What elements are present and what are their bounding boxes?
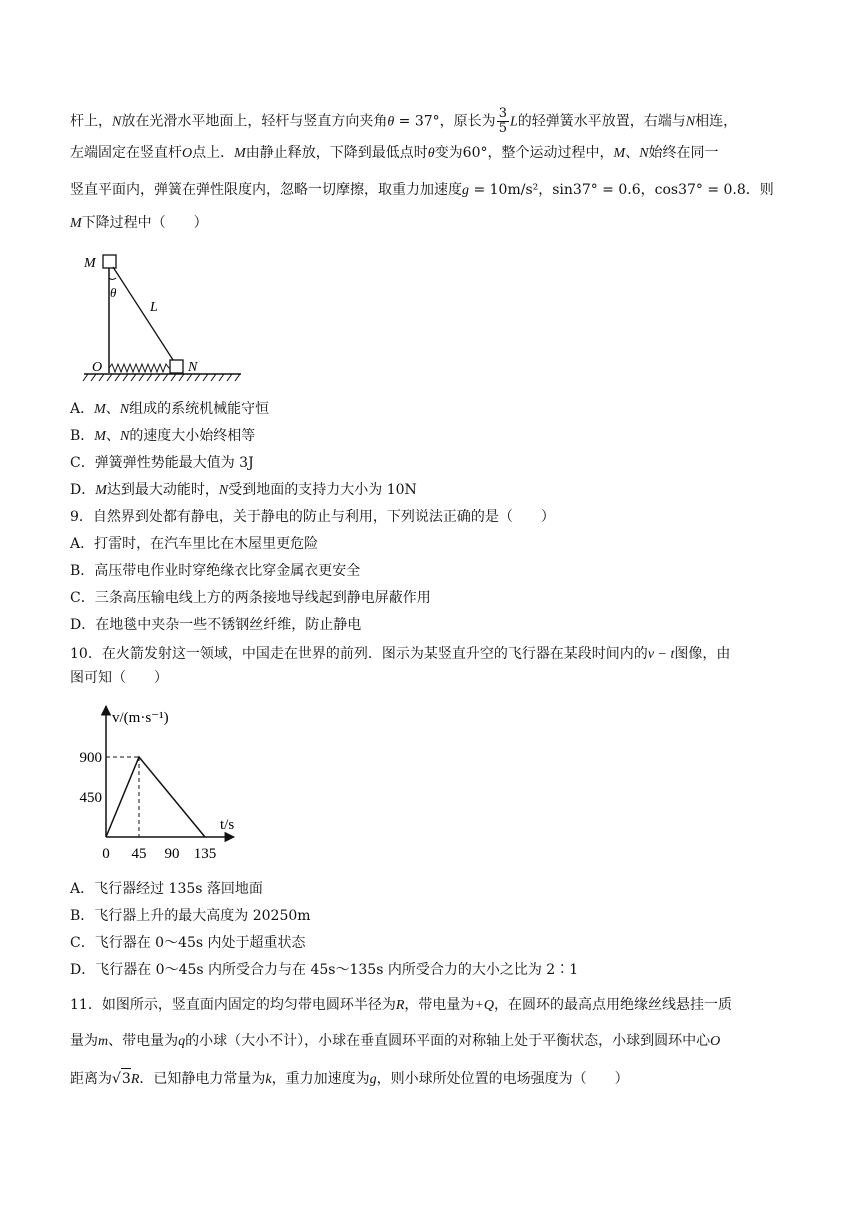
q8-stem-line2: 左端固定在竖直杆O点上．M由静止释放，下降到最低点时θ变为60°，整个运动过程中，M、N始终在同一 — [70, 145, 719, 161]
x-tick-label: 45 — [131, 846, 147, 862]
q11-stem-line1: 11．如图所示，竖直面内固定的均匀带电圆环半径为R，带电量为+Q，在圆环的最高点用绝缘丝线悬挂一质 — [70, 997, 732, 1013]
x-axis-label: t/s — [220, 817, 235, 833]
label-o: O — [92, 360, 103, 375]
spring — [109, 364, 170, 372]
q11-stem-line3: 距离为√3R．已知静电力常量为k，重力加速度为g，则小球所处位置的电场强度为（ ） — [70, 1068, 629, 1090]
q10-option-b: B．飞行器上升的最大高度为 20250m — [70, 908, 311, 924]
y-tick-label: 900 — [79, 750, 102, 766]
q10-stem-line2: 图可知（ ） — [70, 670, 168, 686]
fraction-three-fifths: $\frac{3}{5}$ — [498, 106, 507, 136]
q8-option-d: D．M达到最大动能时，N受到地面的支持力大小为 10N — [70, 482, 417, 498]
x-tick-label: 135 — [193, 846, 217, 862]
velocity-line — [106, 757, 205, 837]
q10-stem-line1: 10．在火箭发射这一领域，中国走在世界的前列．图示为某竖直升空的飞行器在某段时间内的v − t图像，由 — [70, 646, 731, 662]
light-rod-l — [113, 267, 175, 363]
sqrt-three: 3 — [121, 1068, 131, 1089]
q10-vt-chart — [70, 700, 240, 868]
q10-option-c: C．飞行器在 0～45s 内处于超重状态 — [70, 935, 306, 951]
q8-option-b: B．M、N的速度大小始终相等 — [70, 428, 256, 444]
q10-option-a: A．飞行器经过 135s 落回地面 — [70, 881, 263, 897]
x-tick-label: 0 — [102, 846, 110, 862]
ground-hatching — [83, 374, 240, 381]
label-l: L — [150, 300, 158, 315]
q9-stem: 9．自然界到处都有静电，关于静电的防止与利用，下列说法正确的是（ ） — [70, 509, 555, 525]
q9-option-c: C．三条高压输电线上方的两条接地导线起到静电屏蔽作用 — [70, 590, 431, 606]
block-n — [170, 360, 183, 373]
q8-stem-line3: 竖直平面内，弹簧在弹性限度内，忽略一切摩擦，取重力加速度g = 10m/s²，sin37° = 0.6，cos37° = 0.8．则 — [70, 182, 774, 198]
label-theta: θ — [110, 285, 117, 300]
q9-option-a: A．打雷时，在汽车里比在木屋里更危险 — [70, 536, 319, 552]
q9-option-b: B．高压带电作业时穿绝缘衣比穿金属衣更安全 — [70, 563, 361, 579]
y-tick-label: 450 — [79, 790, 102, 806]
q8-stem-line4: M下降过程中（ ） — [70, 215, 208, 231]
x-tick-label: 90 — [164, 846, 180, 862]
q10-option-d: D．飞行器在 0～45s 内所受合力与在 45s～135s 内所受合力的大小之比为 2∶1 — [70, 962, 579, 978]
q8-spring-rod-figure — [78, 245, 253, 387]
y-axis-label: v/(m·s⁻¹) — [112, 710, 169, 726]
q9-option-d: D．在地毯中夹杂一些不锈钢丝纤维，防止静电 — [70, 617, 362, 633]
q8-option-a: A．M、N组成的系统机械能守恒 — [70, 401, 270, 417]
q8-option-c: C．弹簧弹性势能最大值为 3J — [70, 455, 254, 471]
block-m — [103, 255, 116, 268]
label-n: N — [188, 360, 198, 375]
angle-arc — [109, 278, 116, 280]
q11-stem-line2: 量为m、带电量为q的小球（大小不计），小球在垂直圆环平面的对称轴上处于平衡状态，小球到圆环中心O — [70, 1033, 721, 1049]
q8-stem-line1: 杆上，N放在光滑水平地面上，轻杆与竖直方向夹角θ = 37°，原长为 $\frac{3}{5}$ L的轻弹簧水平放置，右端与N相连， — [70, 106, 738, 136]
label-m: M — [84, 256, 96, 271]
